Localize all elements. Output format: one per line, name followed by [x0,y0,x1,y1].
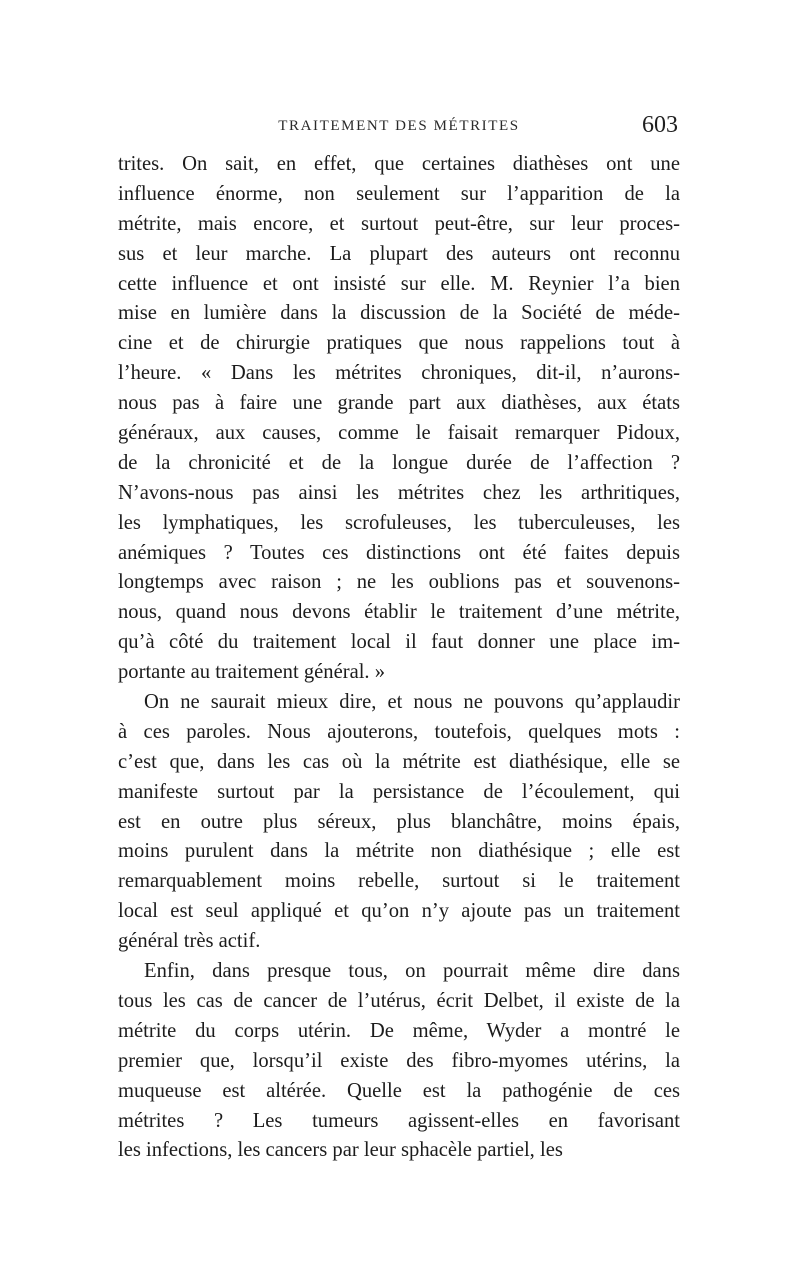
text-line: cette influence et ont insisté sur elle. M. Reynier l’a bien [118,272,680,295]
text-line: manifeste surtout par la persistance de l’écoulement, qui [118,780,680,803]
text-line: premier que, lorsqu’il existe des fibro-myomes utérins, la [118,1049,680,1072]
text-line: portante au traitement général. » [118,661,386,684]
text-line: muqueuse est altérée. Quelle est la pathogénie de ces [118,1079,680,1102]
paragraph [118,150,680,688]
text-line: nous pas à faire une grande part aux diathèses, aux états [118,392,680,415]
text-line: nous, quand nous devons établir le traitement d’une métrite, [118,601,680,624]
text-line: N’avons-nous pas ainsi les métrites chez les arthritiques, [118,481,680,504]
paragraph [118,688,680,957]
text-line: moins purulent dans la métrite non diathésique ; elle est [118,840,680,863]
text-line: métrites ? Les tumeurs agissent-elles en favorisant [118,1109,680,1132]
text-line: métrite du corps utérin. De même, Wyder a montré le [118,1019,680,1042]
paragraph [118,957,680,1166]
text-line: local est seul appliqué et qu’on n’y ajoute pas un traitement [118,900,680,923]
page-number: 603 [642,112,678,138]
text-line: à ces paroles. Nous ajouterons, toutefois, quelques mots : [118,720,680,743]
text-line: cine et de chirurgie pratiques que nous rappelions tout à [118,332,680,355]
text-line: sus et leur marche. La plupart des auteurs ont reconnu [118,242,680,265]
text-line: Enfin, dans presque tous, on pourrait même dire dans [144,960,680,983]
text-line: généraux, aux causes, comme le faisait remarquer Pidoux, [118,422,680,445]
text-line: qu’à côté du traitement local il faut donner une place im- [118,631,680,654]
text-line: de la chronicité et de la longue durée de l’affection ? [118,451,680,474]
text-line: métrite, mais encore, et surtout peut-être, sur leur proces- [118,212,680,235]
text-line: est en outre plus séreux, plus blanchâtre, moins épais, [118,810,680,833]
text-line: remarquablement moins rebelle, surtout si le traitement [118,870,680,893]
text-line: trites. On sait, en effet, que certaines diathèses ont une [118,153,680,175]
body-text [118,150,680,1166]
text-line: longtemps avec raison ; ne les oublions pas et souvenons- [118,571,680,594]
running-title: TRAITEMENT DES MÉTRITES [278,118,520,134]
text-line: anémiques ? Toutes ces distinctions ont été faites depuis [118,541,680,564]
text-line: général très actif. [118,930,261,953]
text-line: tous les cas de cancer de l’utérus, écrit Delbet, il existe de la [118,989,680,1012]
text-line: les infections, les cancers par leur sphacèle partiel, les [118,1139,563,1162]
text-line: influence énorme, non seulement sur l’apparition de la [118,182,680,205]
text-line: les lymphatiques, les scrofuleuses, les tuberculeuses, les [118,511,680,534]
text-line: l’heure. « Dans les métrites chroniques, dit-il, n’aurons- [118,362,680,385]
text-line: On ne saurait mieux dire, et nous ne pouvons qu’applaudir [144,691,680,714]
text-line: mise en lumière dans la discussion de la Société de méde- [118,302,680,325]
running-head [118,112,680,142]
text-line: c’est que, dans les cas où la métrite est diathésique, elle se [118,750,680,773]
